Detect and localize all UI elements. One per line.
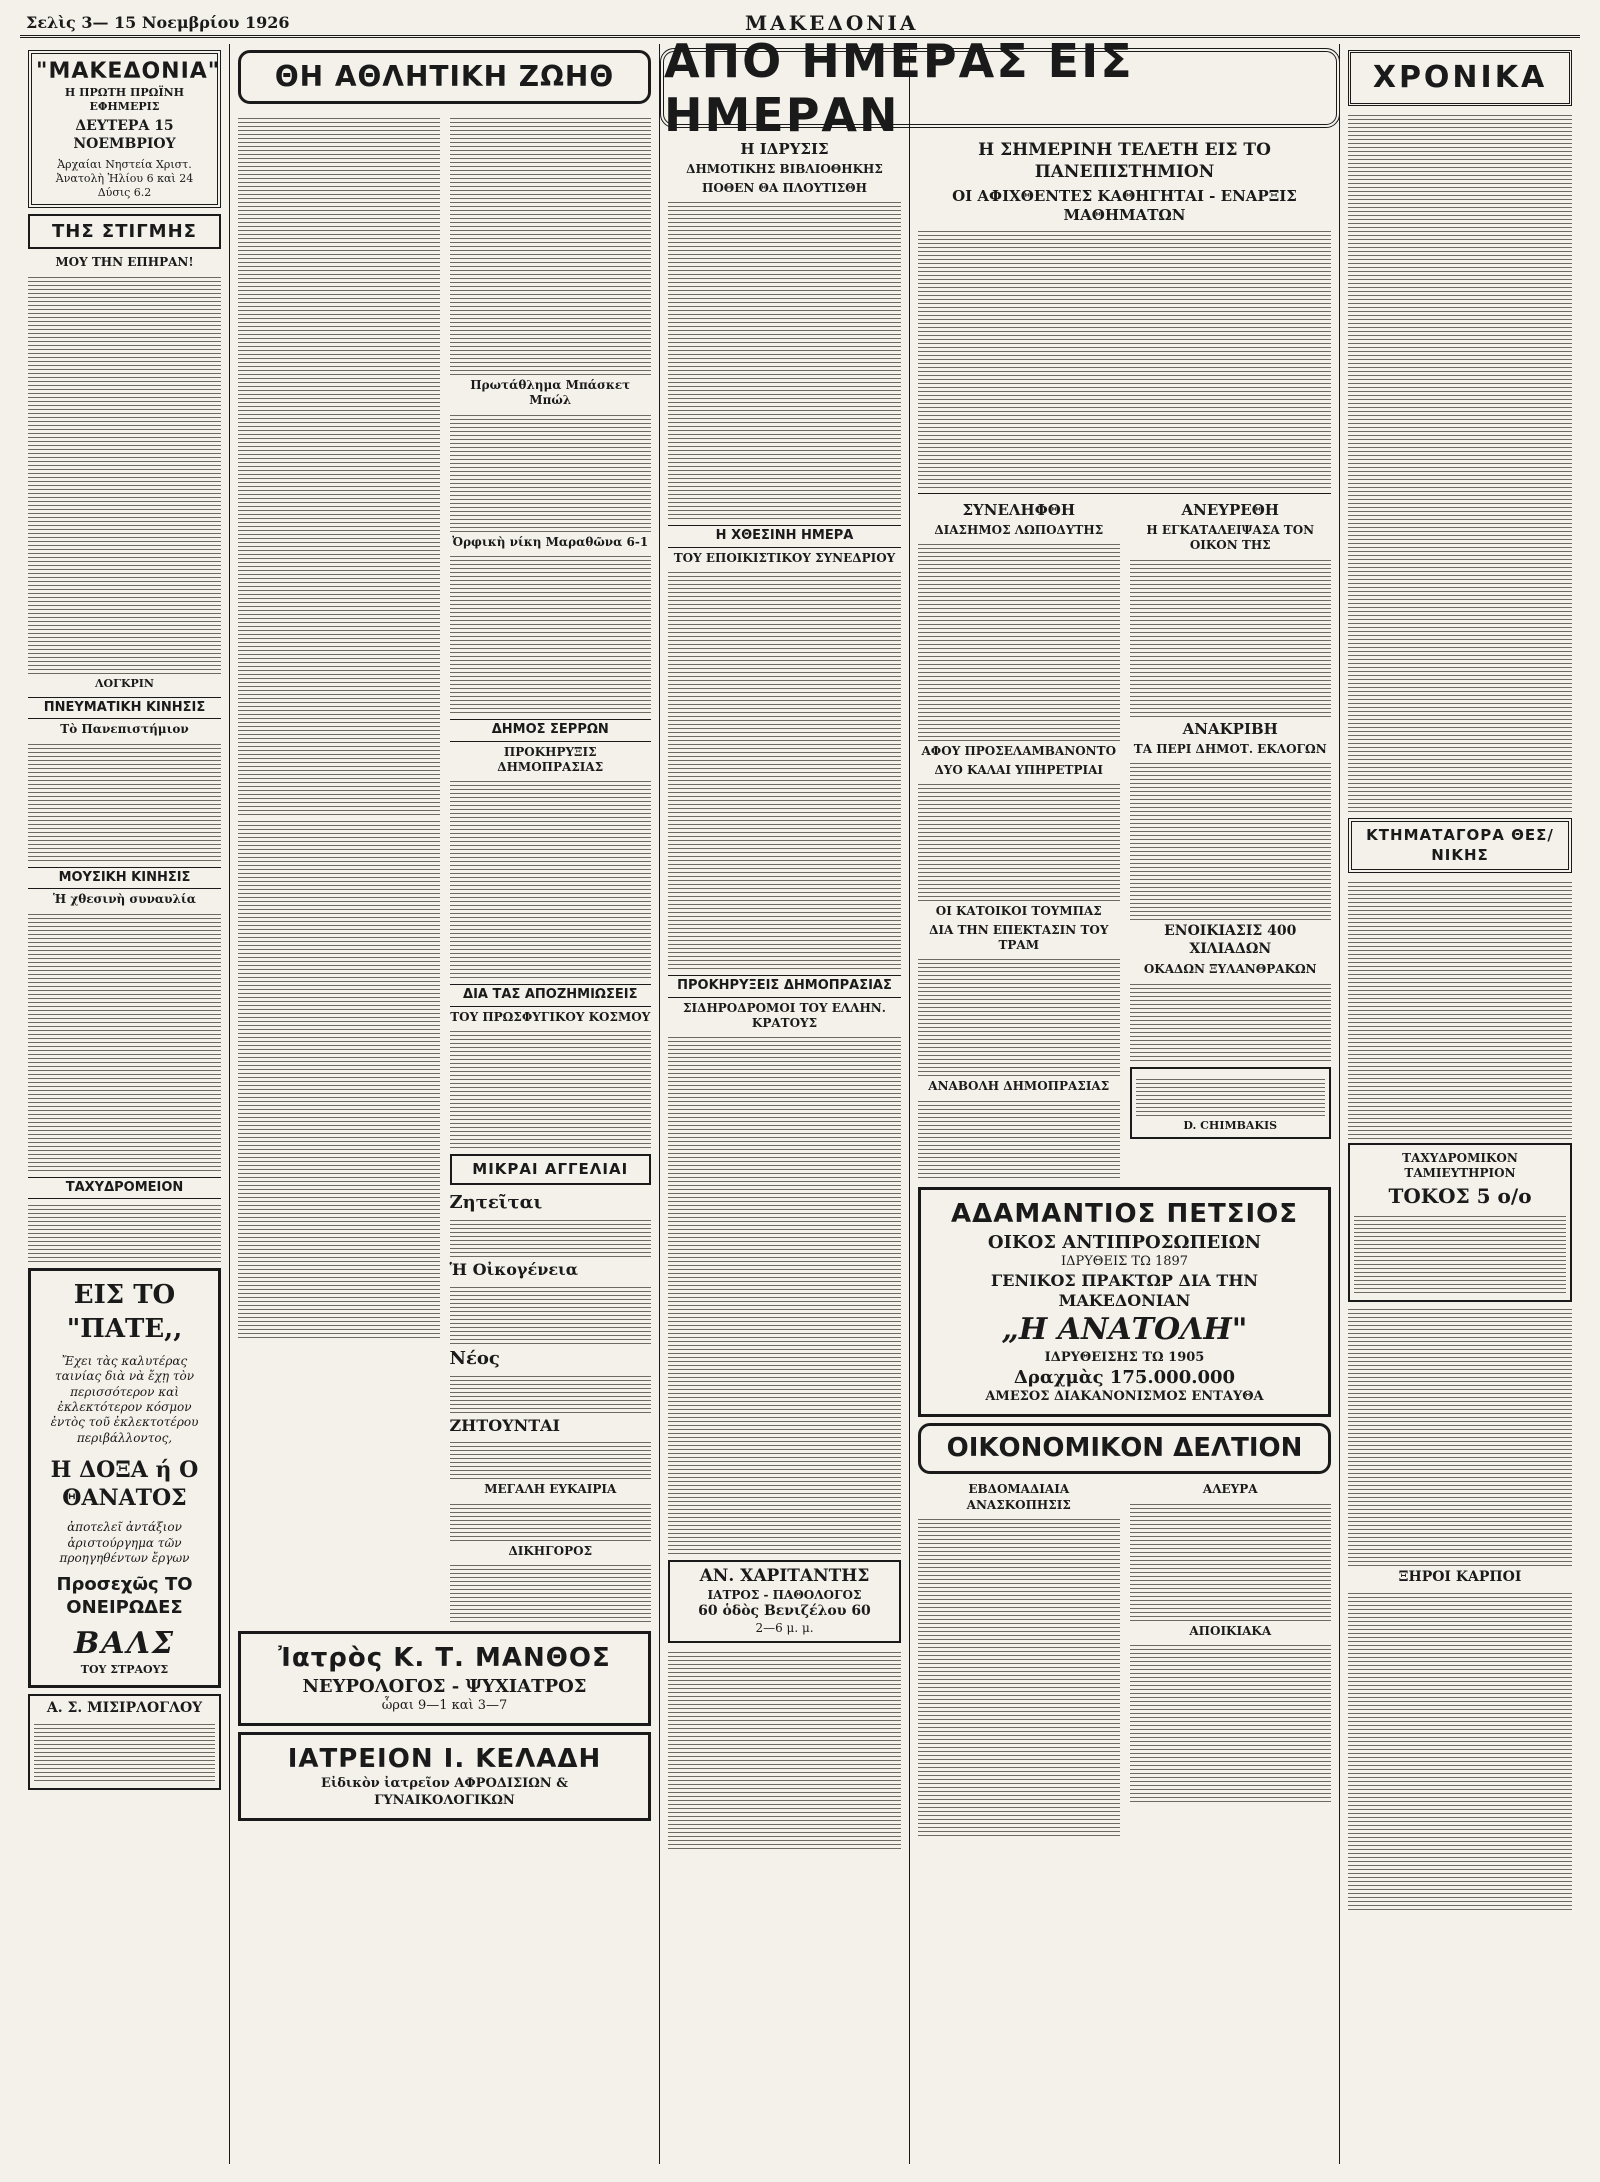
econ-sub: ΕΒΔΟΜΑΔΙΑΙΑ ΑΝΑΣΚΟΠΗΣΙΣ — [966, 1482, 1071, 1512]
apo-imeras-banner: ΑΠΟ ΗΜΕΡΑΣ ΕΙΣ ΗΜΕΡΑΝ — [660, 48, 1340, 128]
teleti-title: Η ΣΗΜΕΡΙΝΗ ΤΕΛΕΤΗ ΕΙΣ ΤΟ ΠΑΝΕΠΙΣΤΗΜΙΟΝ — [978, 140, 1271, 182]
pate-ad-text: Ἔχει τὰς καλυτέρας ταινίας διὰ νὰ ἔχῃ τὸν περισσότερον καὶ ἐκλεκτότερον κόσμον ἐντὸς τοῦ ἐκλεκτοτέρου περιβάλλοντος, — [50, 1353, 199, 1445]
xaritantis-address: 60 ὁδὸς Βενιζέλου 60 — [698, 1603, 871, 1620]
ktimatagora-body — [1348, 879, 1572, 1139]
pate-ad-film: Η ΔΟΞΑ ή Ο ΘΑΝΑΤΟΣ — [50, 1457, 199, 1512]
info-sunrise: Ἀνατολὴ Ἡλίου 6 καὶ 24 — [55, 172, 194, 186]
info-sunset: Δύσις 6.2 — [97, 186, 152, 200]
afou-title: ΑΦΟΥ ΠΡΟΣΕΛΑΜΒΑΝΟΝΤΟ — [921, 744, 1117, 759]
mikres-title: ΜΙΚΡΑΙ ΑΓΓΕΛΙΑΙ — [472, 1160, 629, 1179]
alevra-title: ΑΛΕΥΡΑ — [1202, 1482, 1258, 1497]
idrysis-sub2: ΠΟΘΕΝ ΘΑ ΠΛΟΥΤΙΣΘΗ — [702, 180, 867, 195]
athletic-body-left-2 — [238, 818, 440, 1338]
athletic-body-right — [450, 115, 652, 375]
chimbakis-ad — [1130, 1067, 1332, 1139]
maratho-title: Ὀρφικὴ νίκη Μαραθῶνα 6-1 — [452, 534, 649, 549]
taxydromeion-body — [28, 1202, 221, 1262]
xthesini-sub: ΤΟΥ ΕΠΟΙΚΙΣΤΙΚΟΥ ΣΥΝΕΔΡΙΟΥ — [673, 550, 896, 565]
xiroi-title: ΞΗΡΟΙ ΚΑΡΠΟΙ — [1398, 1569, 1522, 1586]
pate-ad-coming: Προσεχῶς ΤΟ ΟΝΕΙΡΩΔΕΣ — [56, 1573, 193, 1618]
synelifthi-sub: ΔΙΑΣΗΜΟΣ ΛΩΠΟΔΥΤΗΣ — [934, 523, 1104, 538]
kelladi-spec: Εἰδικὸν ἰατρεῖον ΑΦΡΟΔΙΣΙΩΝ & ΓΥΝΑΙΚΟΛΟΓΙΚΩΝ — [321, 1776, 568, 1808]
tokos-rate: ΤΟΚΟΣ 5 ο/ο — [1388, 1184, 1532, 1209]
doctor-ad-name: Α. Σ. ΜΙΣΙΡΛΟΓΛΟΥ — [46, 1700, 203, 1717]
teleti-sub: ΟΙ ΑΦΙΧΘΕΝΤΕΣ ΚΑΘΗΓΗΤΑΙ - ΕΝΑΡΞΙΣ ΜΑΘΗΜΑΤΩΝ — [952, 186, 1297, 224]
anevrethi-sub: Η ΕΓΚΑΤΑΛΕΙΨΑΣΑ ΤΟΝ ΟΙΚΟΝ ΤΗΣ — [1146, 523, 1315, 553]
tokos-box — [1348, 1143, 1572, 1302]
stigmis-sign: ΛΟΓΚΡΙΝ — [95, 676, 154, 690]
tokos-title: ΤΑΧΥΔΡΟΜΙΚΟΝ ΤΑΜΙΕΥΤΗΡΙΟΝ — [1402, 1150, 1518, 1181]
econ-title: ΟΙΚΟΝΟΜΙΚΟΝ ΔΕΛΤΙΟΝ — [918, 1423, 1331, 1474]
ad-neos: Νέος — [449, 1347, 500, 1369]
kelladi-ad — [238, 1732, 651, 1821]
manthos-ad — [238, 1631, 651, 1726]
page-date: Σελὶς 3— 15 Νοεμβρίου 1926 — [26, 13, 290, 32]
info-saint: Ἀρχαίαι Νηστεία Χριστ. — [57, 158, 192, 172]
anavoli-title: ΑΝΑΒΟΛΗ ΔΗΜΟΠΡΑΣΙΑΣ — [928, 1079, 1110, 1094]
petsios-capital: Δραχμὰς 175.000.000 — [1013, 1367, 1236, 1389]
ad-dikigoros: ΔΙΚΗΓΟΡΟΣ — [508, 1543, 593, 1558]
petsios-agent: ΓΕΝΙΚΟΣ ΠΡΑΚΤΩΡ ΔΙΑ ΤΗΝ ΜΑΚΕΔΟΝΙΑΝ — [990, 1270, 1259, 1310]
ad-eukairia: ΜΕΓΑΛΗ ΕΥΚΑΙΡΙΑ — [484, 1482, 617, 1497]
column-2 — [230, 44, 660, 2164]
enoikiasis-title: ΕΝΟΙΚΙΑΣΙΣ 400 ΧΙΛΙΑΔΩΝ — [1164, 923, 1297, 958]
stigmis-title: ΤΗΣ ΣΤΙΓΜΗΣ — [52, 221, 197, 243]
info-date: ΔΕΥΤΕΡΑ 15 ΝΟΕΜΒΡΙΟΥ — [73, 118, 176, 153]
mousiki-sub: Ἡ χθεσινὴ συναυλία — [53, 892, 196, 907]
xthesini-title: Η ΧΘΕΣΙΝΗ ΗΜΕΡΑ — [668, 525, 901, 548]
manthos-name: Ἰατρὸς Κ. Τ. ΜΑΝΘΟΣ — [278, 1643, 611, 1674]
anakrisi-sub: ΤΑ ΠΕΡΙ ΔΗΜΟΤ. ΕΚΛΟΓΩΝ — [1133, 741, 1327, 756]
petsios-ad — [918, 1187, 1331, 1418]
paper-name: ΜΑΚΕΔΟΝΙΑ — [745, 10, 919, 35]
stigmis-sub: ΜΟΥ ΤΗΝ ΕΠΗΡΑΝ! — [55, 255, 194, 270]
apozimioseis-title: ΔΙΑ ΤΑΣ ΑΠΟΖΗΜΙΩΣΕΙΣ — [450, 984, 652, 1007]
pate-ad-desc: ἀποτελεῖ ἀντάξιον ἀριστούργημα τῶν προηγηθέντων ἔργων — [59, 1520, 190, 1566]
column-5 — [1340, 44, 1580, 2164]
column-4 — [910, 44, 1340, 2164]
mikres-title-box — [450, 1154, 652, 1185]
chronika-title: ΧΡΟΝΙΚΑ — [1348, 50, 1572, 106]
xaritantis-name: ΑΝ. ΧΑΡΙΤΑΝΤΗΣ — [699, 1566, 870, 1587]
kelladi-name: ΙΑΤΡΕΙΟΝ Ι. ΚΕΛΑΔΗ — [287, 1744, 602, 1775]
anevrethi-title: ΑΝΕΥΡΕΘΗ — [1181, 500, 1279, 519]
xaritantis-spec: ΙΑΤΡΟΣ - ΠΑΘΟΛΟΓΟΣ — [707, 1587, 862, 1602]
stigmis-body — [28, 274, 221, 674]
chimbakis-name: D. CHIMBAKIS — [1183, 1118, 1278, 1132]
paper-info-box — [28, 50, 221, 208]
petsios-name: ΑΔΑΜΑΝΤΙΟΣ ΠΕΤΣΙΟΣ — [951, 1198, 1298, 1229]
info-title: "ΜΑΚΕΔΟΝΙΑ" — [36, 59, 221, 84]
basket-title: Πρωτάθλημα Μπάσκετ Μπώλ — [470, 377, 631, 408]
ad-zitountai: ΖΗΤΟΥΝΤΑΙ — [449, 1415, 560, 1435]
column-1 — [20, 44, 230, 2164]
petsios-house: ΟΙΚΟΣ ΑΝΤΙΠΡΟΣΩΠΕΙΩΝ — [987, 1231, 1262, 1253]
enoikiasis-sub: ΟΚΑΔΩΝ ΞΥΛΑΝΘΡΑΚΩΝ — [1143, 962, 1317, 977]
pate-ad — [28, 1268, 221, 1688]
xaritantis-ad — [668, 1560, 901, 1642]
idrysis-title: Η ΙΔΡΥΣΙΣ — [740, 140, 829, 158]
manthos-spec: ΝΕΥΡΟΛΟΓΟΣ - ΨΥΧΙΑΤΡΟΣ — [302, 1676, 587, 1698]
manthos-hours: ὧραι 9—1 καὶ 3—7 — [381, 1698, 508, 1714]
sek-title: ΣΙΔΗΡΟΔΡΟΜΟΙ ΤΟΥ ΕΛΛΗΝ. ΚΡΑΤΟΥΣ — [683, 1000, 886, 1030]
pate-ad-strauss: ΤΟΥ ΣΤΡΑΟΥΣ — [80, 1662, 169, 1676]
taxydromeion-title: ΤΑΧΥΔΡΟΜΕΙΟΝ — [28, 1177, 221, 1200]
petsios-settlement: ΑΜΕΣΟΣ ΔΙΑΚΑΝΟΝΙΣΜΟΣ ΕΝΤΑΥΘΑ — [985, 1389, 1264, 1405]
xiroi-body — [1348, 1590, 1572, 1910]
petsios-founded-2: ΙΔΡΥΘΕΙΣΗΣ ΤΩ 1905 — [1044, 1349, 1205, 1365]
synelifthi-title: ΣΥΝΕΛΗΦΘΗ — [962, 500, 1076, 519]
idrysis-sub: ΔΗΜΟΤΙΚΗΣ ΒΙΒΛΙΟΘΗΚΗΣ — [686, 162, 883, 177]
pneumatiki-body — [28, 741, 221, 861]
panepistimion-title: Τὸ Πανεπιστήμιον — [60, 722, 189, 737]
doctor-ad — [28, 1694, 221, 1790]
ktimatagora-box — [1348, 818, 1572, 872]
ktimatagora-title: ΚΤΗΜΑΤΑΓΟΡΑ ΘΕΣ/ΝΙΚΗΣ — [1366, 826, 1554, 864]
mousiki-title: ΜΟΥΣΙΚΗ ΚΙΝΗΣΙΣ — [28, 867, 221, 890]
dyo-title: ΔΥΟ ΚΑΛΑΙ ΥΠΗΡΕΤΡΙΑΙ — [934, 762, 1104, 777]
serron-sub: ΠΡΟΚΗΡΥΞΙΣ ΔΗΜΟΠΡΑΣΙΑΣ — [497, 744, 604, 774]
petsios-anatoli: „Η ΑΝΑΤΟΛΗ" — [1001, 1312, 1248, 1348]
pate-ad-title: ΕΙΣ ΤΟ "ΠΑΤΕ,, — [66, 1280, 183, 1344]
serron-title: ΔΗΜΟΣ ΣΕΡΡΩΝ — [450, 719, 652, 742]
prokirixeis-title: ΠΡΟΚΗΡΥΞΕΙΣ ΔΗΜΟΠΡΑΣΙΑΣ — [668, 975, 901, 998]
apiskia-title: ΑΠΟΙΚΙΑΚΑ — [1189, 1623, 1272, 1638]
pate-ad-vals: ΒΑΛΣ — [73, 1625, 176, 1661]
pneumatiki-title: ΠΝΕΥΜΑΤΙΚΗ ΚΙΝΗΣΙΣ — [28, 697, 221, 720]
column-3 — [660, 44, 910, 2164]
xaritantis-hours: 2—6 μ. μ. — [755, 1621, 814, 1636]
petsios-founded: ΙΔΡΥΘΕΙΣ ΤΩ 1897 — [1060, 1253, 1189, 1269]
anakrisi-title: ΑΝΑΚΡΙΒΗ — [1182, 719, 1278, 738]
chronika-body — [1348, 112, 1572, 812]
apozimioseis-sub: ΤΟΥ ΠΡΩΣΦΥΓΙΚΟΥ ΚΟΣΜΟΥ — [450, 1009, 651, 1024]
ad-oikogeneia: Ἡ Οἰκογένεια — [449, 1260, 579, 1280]
athletic-body-left — [238, 115, 440, 815]
ad-zitoun: Ζητεῖται — [449, 1192, 543, 1214]
mousiki-body — [28, 911, 221, 1171]
tram-title: ΟΙ ΚΑΤΟΙΚΟΙ ΤΟΥΜΠΑΣ — [935, 904, 1102, 919]
athletic-life-title: ΘΗ ΑΘΛΗΤΙΚΗ ΖΩΗΘ — [238, 50, 651, 104]
stigmis-box — [28, 214, 221, 249]
info-sub: Η ΠΡΩΤΗ ΠΡΩΪΝΗ ΕΦΗΜΕΡΙΣ — [64, 86, 185, 114]
tram-sub: ΔΙΑ ΤΗΝ ΕΠΕΚΤΑΣΙΝ ΤΟΥ ΤΡΑΜ — [929, 922, 1109, 952]
